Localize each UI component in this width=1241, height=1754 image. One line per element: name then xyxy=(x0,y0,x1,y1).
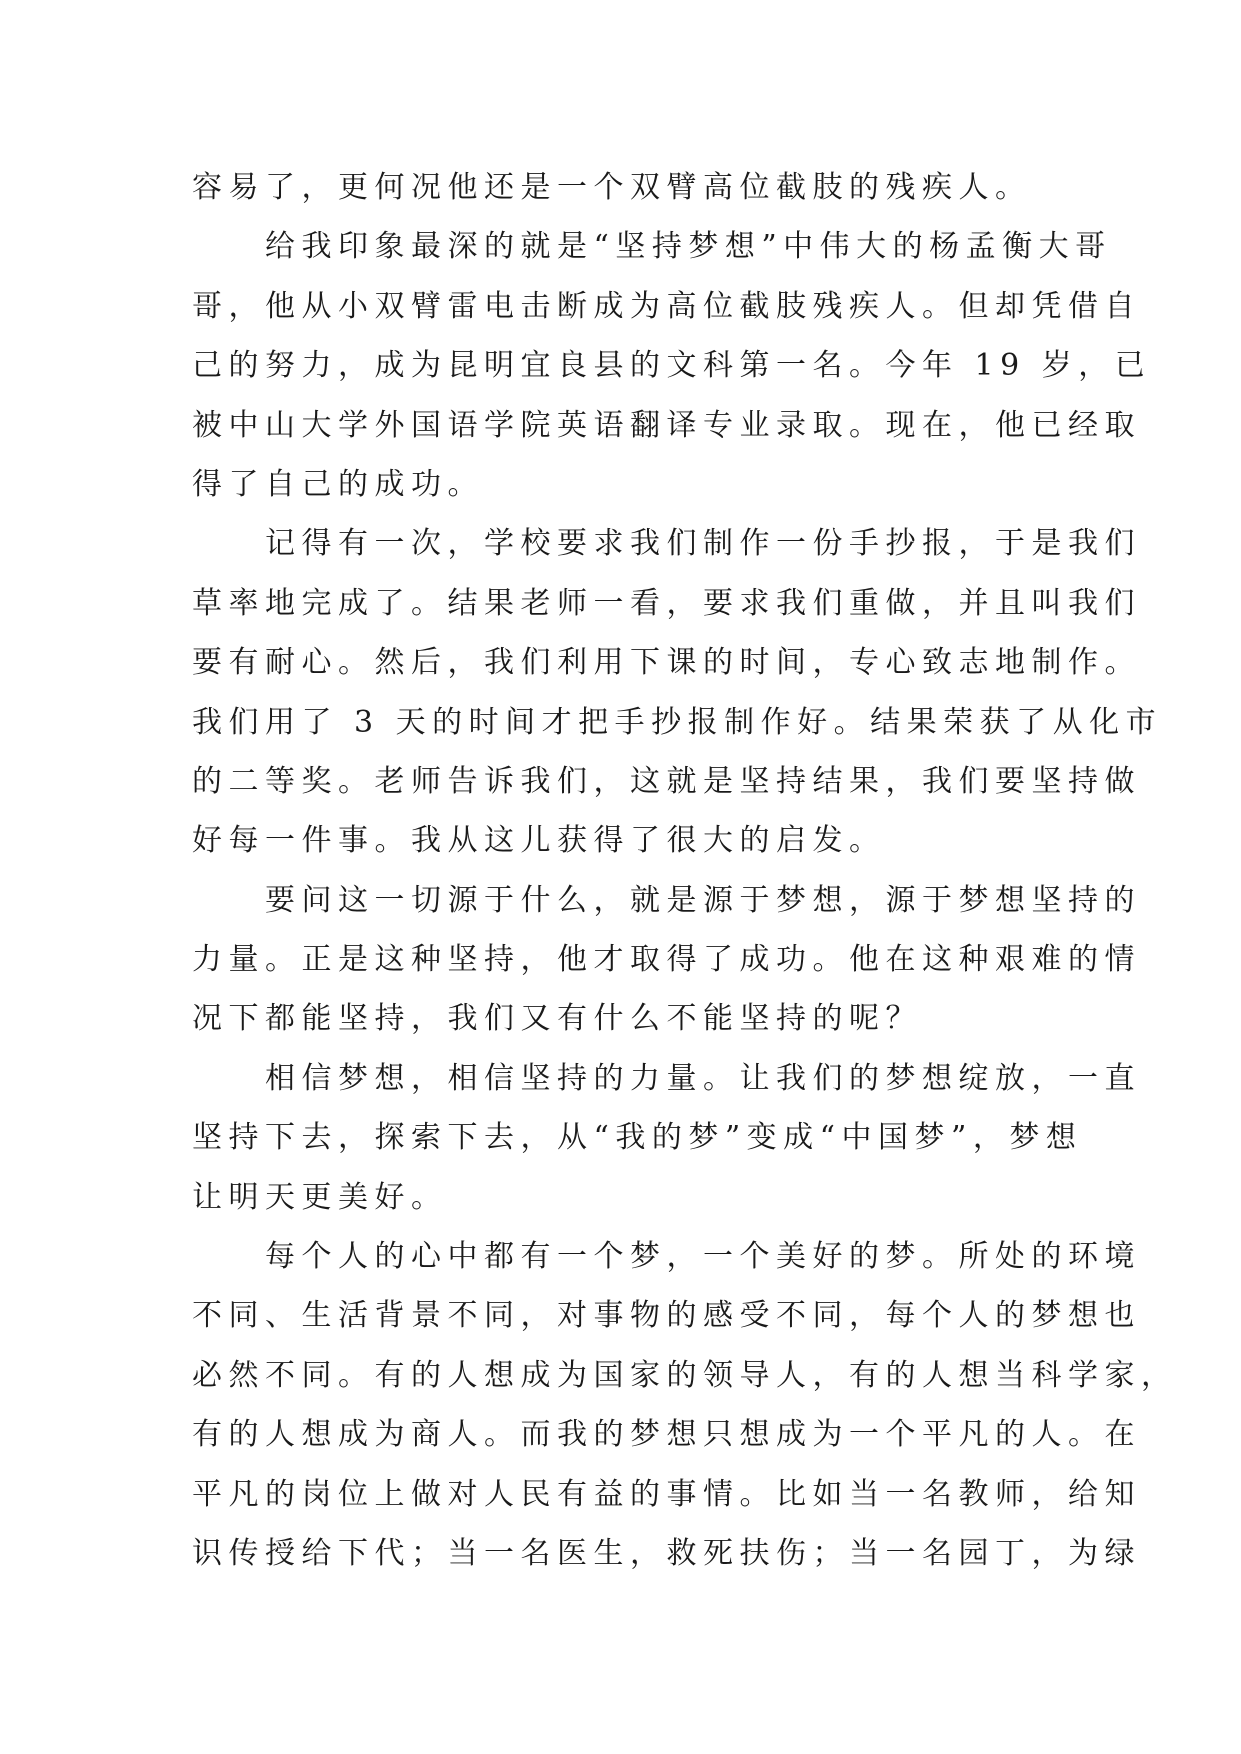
text-line: 的二等奖。老师告诉我们，这就是坚持结果，我们要坚持做 xyxy=(192,763,1141,799)
text-line: 不同、生活背景不同，对事物的感受不同，每个人的梦想也 xyxy=(192,1298,1141,1334)
text-line: 得了自己的成功。 xyxy=(192,466,484,502)
text-line: 每个人的心中都有一个梦，一个美好的梦。所处的环境 xyxy=(192,1239,1141,1275)
text-line: 坚持下去，探索下去，从“我的梦”变成“中国梦”，梦想 xyxy=(192,1120,1083,1156)
text-line: 记得有一次，学校要求我们制作一份手抄报，于是我们 xyxy=(192,526,1141,562)
paragraph xyxy=(192,514,1163,870)
text-line: 好每一件事。我从这儿获得了很大的启发。 xyxy=(192,823,886,859)
text-line: 让明天更美好。 xyxy=(192,1179,448,1215)
text-line: 哥，他从小双臂雷电击断成为高位截肢残疾人。但却凭借自 xyxy=(192,288,1141,324)
document-body xyxy=(192,158,1178,1583)
text-line: 要问这一切源于什么，就是源于梦想，源于梦想坚持的 xyxy=(192,882,1141,918)
text-line: 己的努力，成为昆明宜良县的文科第一名。今年 19 岁，已 xyxy=(192,348,1152,384)
text-line: 草率地完成了。结果老师一看，要求我们重做，并且叫我们 xyxy=(192,585,1141,621)
paragraph xyxy=(192,1049,1141,1227)
paragraph xyxy=(192,217,1152,514)
text-line: 识传授给下代；当一名医生，救死扶伤；当一名园丁，为绿 xyxy=(192,1535,1141,1571)
text-line: 必然不同。有的人想成为国家的领导人，有的人想当科学家， xyxy=(192,1357,1178,1393)
text-line: 给我印象最深的就是“坚持梦想”中伟大的杨孟衡大哥 xyxy=(192,229,1112,265)
paragraph xyxy=(192,871,1141,1049)
text-line: 相信梦想，相信坚持的力量。让我们的梦想绽放，一直 xyxy=(192,1060,1141,1096)
text-line: 我们用了 3 天的时间才把手抄报制作好。结果荣获了从化市 xyxy=(192,704,1163,740)
text-line: 况下都能坚持，我们又有什么不能坚持的呢？ xyxy=(192,1001,922,1037)
text-line: 有的人想成为商人。而我的梦想只想成为一个平凡的人。在 xyxy=(192,1417,1141,1453)
text-line: 平凡的岗位上做对人民有益的事情。比如当一名教师，给知 xyxy=(192,1476,1141,1512)
text-line: 要有耐心。然后，我们利用下课的时间，专心致志地制作。 xyxy=(192,645,1141,681)
paragraph xyxy=(192,158,1060,217)
text-line: 容易了，更何况他还是一个双臂高位截肢的残疾人。 xyxy=(192,170,1032,205)
paragraph xyxy=(192,1227,1178,1583)
text-line: 被中山大学外国语学院英语翻译专业录取。现在，他已经取 xyxy=(192,407,1141,443)
text-line: 力量。正是这种坚持，他才取得了成功。他在这种艰难的情 xyxy=(192,942,1141,978)
